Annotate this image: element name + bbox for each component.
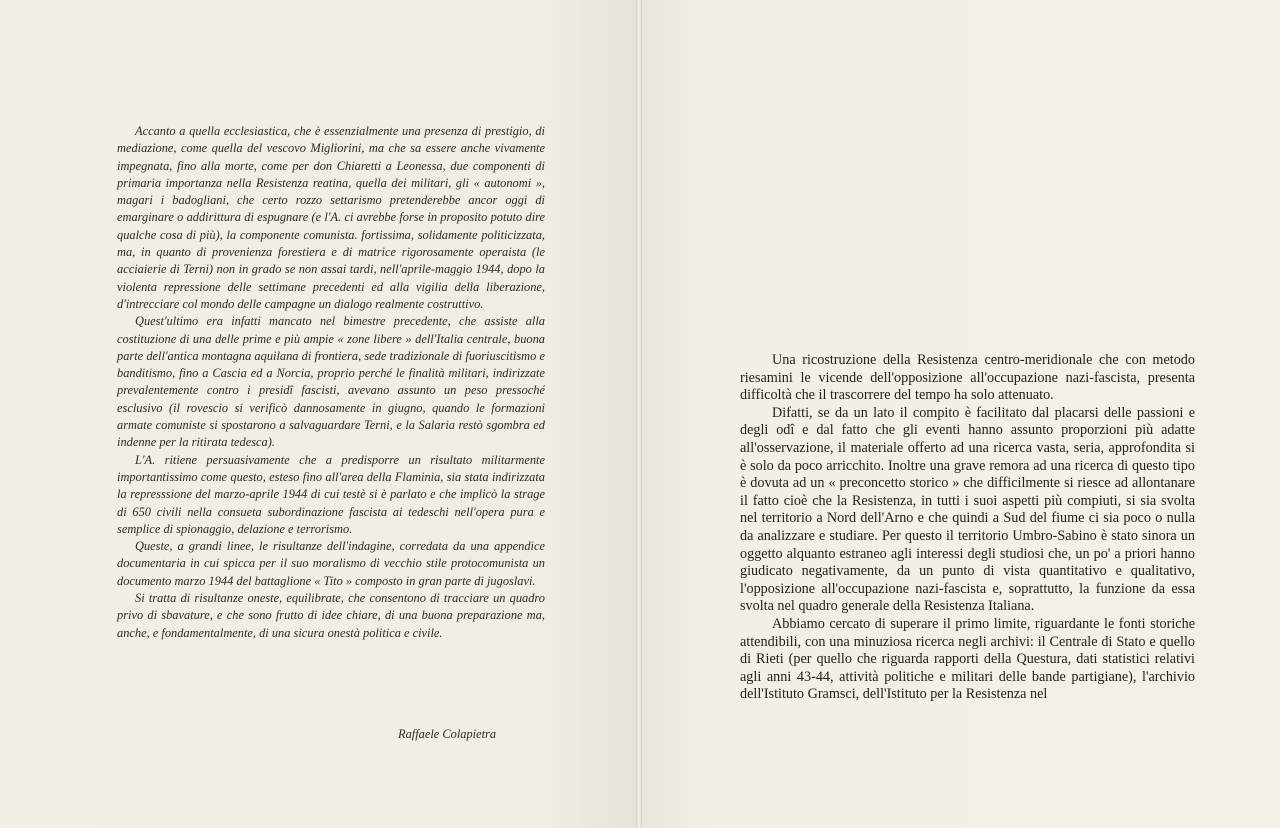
right-page-text — [740, 352, 1195, 704]
left-paragraph-2: Quest'ultimo era infatti mancato nel bimestre precedente, che assiste alla costituzione di una delle prime e più ampie « zone libere » dell'Italia centrale, buona parte dell'antica montagna aquilana di frontiera, sede tradizionale di fuoriuscitismo e banditismo, fino a Cascia ed a Norcia, proprio perché le finalità militari, indirizzate prevalentemente contro i presidî fascisti, avevano assunto un peso pressoché esclusivo (il rovescio si verificò dannosamente in giugno, quando le formazioni armate comuniste si spostarono a salvaguardare Terni, e la Salaria restò sgombra ed indenne per la ritirata tedesca). — [117, 314, 545, 450]
left-paragraph-1: Accanto a quella ecclesiastica, che è essenzialmente una presenza di prestigio, di mediazione, come quella del vescovo Migliorini, ma che sa essere anche vivamente impegnata, fino alla morte, come per don Chiaretti a Leonessa, due componenti di primaria importanza nella Resistenza reatina, quella dei militari, gli « autonomi », magari i badogliani, che certo rozzo settarismo pretenderebbe ancor oggi di emarginare o addirittura di espugnare (e l'A. ci avrebbe forse in proposito potuto dire qualche cosa di più), la componente comunista. fortissima, solidamente politicizzata, ma, in quanto di provenienza forestiera e di matrice rigorosamente operaista (le acciaierie di Terni) non in grado se non assai tardi, nell'aprile-maggio 1944, dopo la violenta repressione delle settimane precedenti ed alla vigilia della liberazione, d'intrecciare col mondo delle campagne un dialogo realmente costruttivo. — [117, 124, 545, 311]
left-paragraph-3: L'A. ritiene persuasivamente che a predisporre un risultato militarmente importantissimo come questo, esteso fino all'area della Flaminia, sia stata indirizzata la represssione del marzo-aprile 1944 di cui testè si è parlato e che implicò la strage di 650 civili nella consueta subordinazione fascista ai tedeschi nell'opera pura e semplice di spionaggio, delazione e terrorismo. — [117, 452, 545, 536]
right-paragraph-1: Una ricostruzione della Resistenza centro-meridionale che con metodo riesamini le vicende dell'opposizione all'occupazione nazi-fascista, presenta difficoltà che il trascorrere del tempo ha solo attenuato. — [740, 352, 1195, 404]
left-paragraph-4: Queste, a grandi linee, le risultanze dell'indagine, corredata da una appendice documentaria in cui spicca per il suo moralismo di vecchio stile protocomunista un documento marzo 1944 del battaglione « Tito » composto in gran parte di jugoslavi. — [117, 539, 545, 588]
left-page — [0, 0, 638, 828]
left-page-text — [117, 123, 545, 642]
right-paragraph-3: Abbiamo cercato di superare il primo limite, riguardante le fonti storiche attendibili, con una minuziosa ricerca negli archivi: il Centrale di Stato e quello di Rieti (per quello che riguarda rapporti della Questura, dati statistici relativi agli anni 43-44, attività politiche e militari delle bande partigiane), l'archivio dell'Istituto Gramsci, dell'Istituto per la Resistenza nel — [740, 615, 1195, 703]
right-paragraph-2: Difatti, se da un lato il compito è facilitato dal placarsi delle passioni e degli odî e dal fatto che gli eventi hanno assunto proporzioni più adatte all'osservazione, il materiale offerto ad una ricerca vasta, seria, approfondita si è solo da poco arricchito. Inoltre una grave remora ad una ricerca di questo tipo è dovuta ad un « preconcetto storico » che difficilmente si riesce ad allontanare il fatto cioè che la Resistenza, in tutti i suoi aspetti più compiuti, si sia svolta nel territorio a Nord dell'Arno e che quindi a Sud del fiume ci sia poco o nulla da analizzare e studiare. Per questo il territorio Umbro-Sabino è stato sinora un oggetto alquanto estraneo agli interessi degli studiosi che, un po' a priori hanno giudicato negativamente, da un punto di vista quantitativo e qualitativo, l'opposizione all'occupazione nazi-fascista e, soprattutto, la funzione da essa svolta nel quadro generale della Resistenza Italiana. — [740, 404, 1195, 615]
author-signature: Raffaele Colapietra — [398, 727, 497, 741]
left-paragraph-5: Si tratta di risultanze oneste, equilibrate, che consentono di tracciare un quadro privo di sbavature, e che sono frutto di idee chiare, di una buona preparazione ma, anche, e fondamentalmente, di una sicura onestà politica e civile. — [117, 591, 545, 640]
